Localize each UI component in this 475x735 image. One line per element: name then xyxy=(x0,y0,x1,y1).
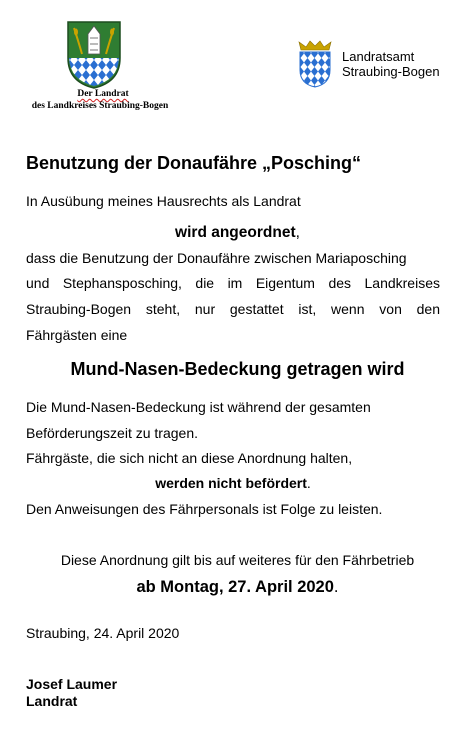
mask-heading: Mund-Nasen-Bedeckung getragen wird xyxy=(70,359,405,379)
not-transported-period: . xyxy=(306,475,311,491)
not-transported-line xyxy=(0,474,466,492)
coat-of-arms-icon xyxy=(66,20,122,90)
bavarian-crest-icon xyxy=(297,40,333,88)
not-transported-bold: werden nicht befördert xyxy=(155,475,307,491)
date-period: . xyxy=(333,578,339,596)
body-line-6: Fährgästen eine xyxy=(26,327,128,343)
body-line-4: und Stephansposching, die im Eigentum des Landkreises xyxy=(26,275,440,291)
right-label-line1: Landratsamt xyxy=(342,49,415,64)
notice-title: Benutzung der Donaufähre „Posching“ xyxy=(26,153,362,173)
validity-line: Diese Anordnung gilt bis auf weiteres für den Fährbetrieb xyxy=(60,552,415,568)
body-line-5: Straubing-Bogen steht, nur gestattet ist, wenn von den xyxy=(26,301,440,317)
signature-name: Josef Laumer xyxy=(26,676,118,692)
place-date: Straubing, 24. April 2020 xyxy=(26,625,180,641)
order-bold-text: wird angeordnet xyxy=(175,224,296,241)
body-line-3: dass die Benutzung der Donaufähre zwischen Mariaposching xyxy=(26,250,407,266)
date-bold: ab Montag, 27. April 2020 xyxy=(136,578,334,596)
body-line-10: Fährgäste, die sich nicht an diese Anordnung halten, xyxy=(26,450,353,466)
order-line xyxy=(0,224,475,242)
left-caption-text-1: Der Landrat xyxy=(77,89,129,99)
intro-line: In Ausübung meines Hausrechts als Landrat xyxy=(26,193,301,209)
left-caption-line1 xyxy=(38,88,168,100)
order-comma: , xyxy=(295,224,300,241)
body-line-12: Den Anweisungen des Fährpersonals ist Folge zu leisten. xyxy=(26,501,383,517)
left-caption-line2: des Landkreises Straubing-Bogen xyxy=(31,101,169,111)
date-line xyxy=(0,577,475,597)
right-label-line2: Straubing-Bogen xyxy=(342,64,440,79)
body-line-8: Die Mund-Nasen-Bedeckung ist während der gesamten xyxy=(26,399,371,415)
body-line-9: Beförderungszeit zu tragen. xyxy=(26,425,198,441)
signature-title: Landrat xyxy=(26,693,78,709)
